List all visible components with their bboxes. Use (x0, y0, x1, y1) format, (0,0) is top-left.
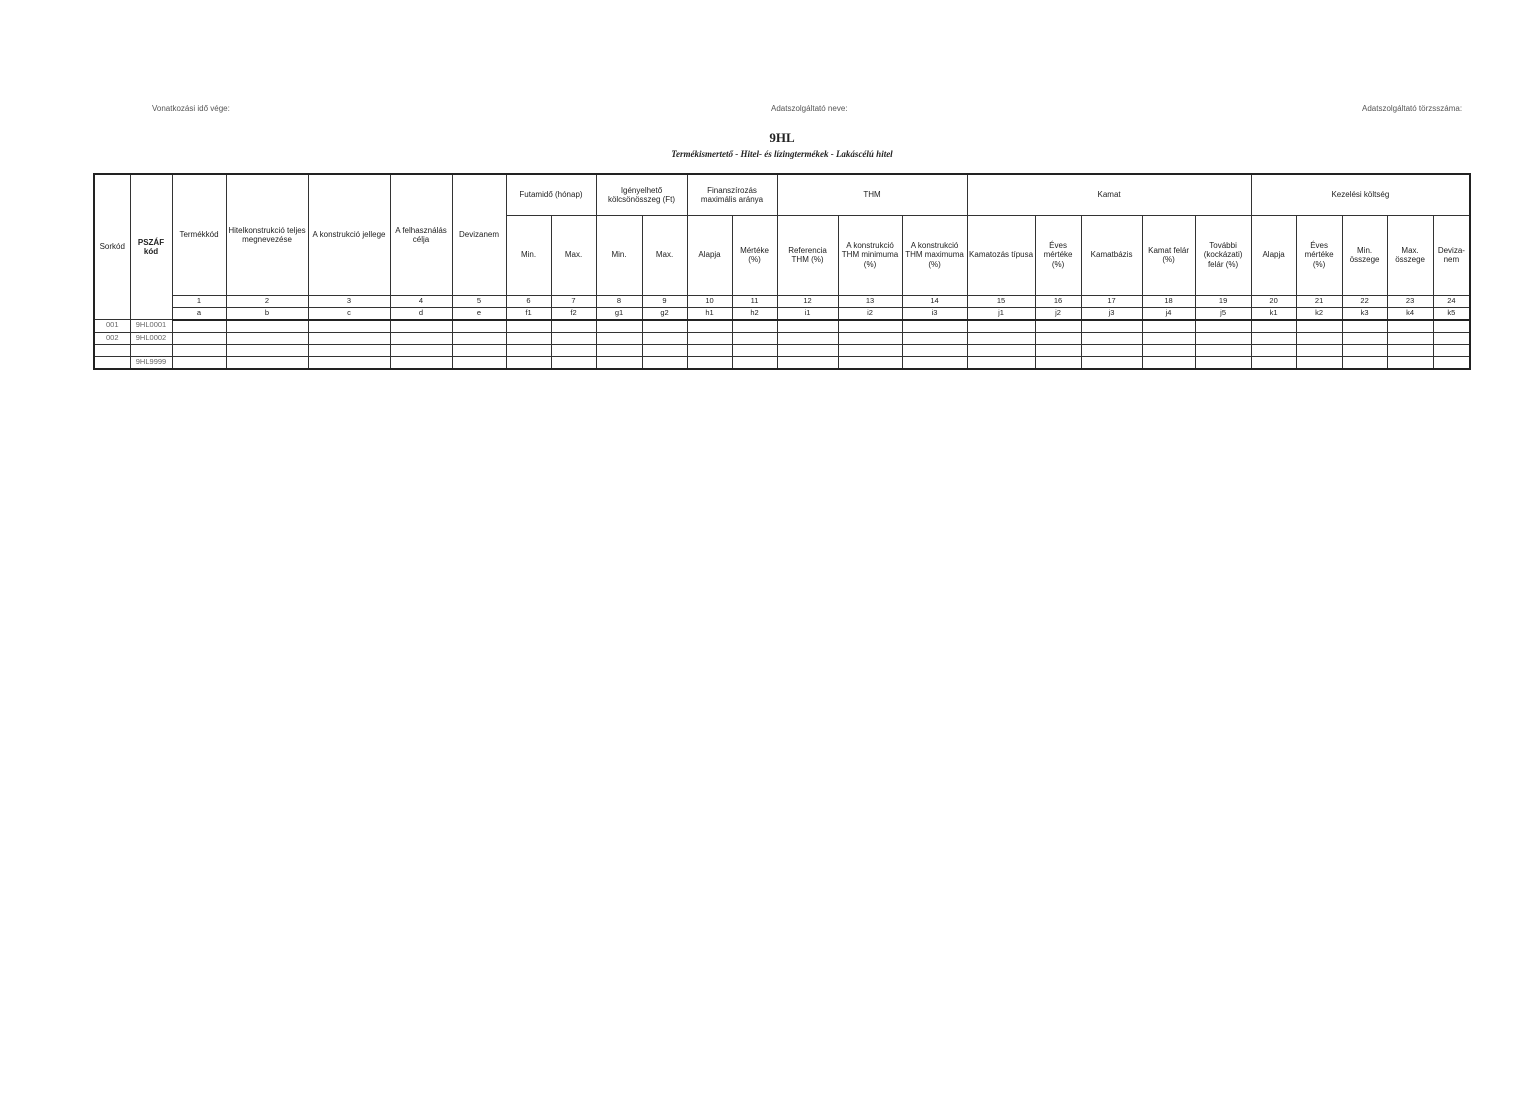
data-cell[interactable] (596, 332, 642, 344)
data-cell[interactable] (1251, 332, 1296, 344)
data-cell[interactable] (596, 320, 642, 333)
column-number: 10 (687, 295, 732, 307)
data-cell[interactable] (390, 356, 452, 369)
data-cell[interactable] (551, 344, 596, 356)
column-letter: d (390, 307, 452, 320)
group-interest: Kamat (967, 174, 1251, 215)
column-number: 6 (506, 295, 551, 307)
sub-amount-max: Max. (642, 215, 687, 295)
data-cell[interactable] (687, 332, 732, 344)
data-cell[interactable] (1342, 344, 1387, 356)
column-number-row (94, 295, 1470, 307)
column-number: 5 (452, 295, 506, 307)
sub-fee-min: Min. összege (1342, 215, 1387, 295)
sub-term-max: Max. (551, 215, 596, 295)
data-cell[interactable] (1251, 320, 1296, 333)
data-cell[interactable] (777, 320, 838, 333)
data-cell[interactable] (1142, 332, 1195, 344)
sub-fee-max: Max. összege (1387, 215, 1433, 295)
data-cell[interactable] (732, 356, 777, 369)
data-cell[interactable] (902, 320, 967, 333)
column-letter: j4 (1142, 307, 1195, 320)
data-cell[interactable] (551, 356, 596, 369)
data-cell[interactable] (1387, 332, 1433, 344)
data-cell[interactable] (838, 332, 902, 344)
data-cell[interactable] (1195, 356, 1251, 369)
data-cell[interactable] (642, 332, 687, 344)
data-cell[interactable] (596, 356, 642, 369)
data-cell[interactable] (838, 320, 902, 333)
data-cell[interactable] (1296, 320, 1342, 333)
table-row (94, 320, 1470, 333)
data-cell[interactable] (838, 344, 902, 356)
data-cell[interactable] (967, 332, 1035, 344)
column-letter: f2 (551, 307, 596, 320)
column-letter: i1 (777, 307, 838, 320)
column-letter: j3 (1081, 307, 1142, 320)
data-cell[interactable] (1251, 356, 1296, 369)
data-cell[interactable] (642, 344, 687, 356)
column-letter: k3 (1342, 307, 1387, 320)
data-cell[interactable] (967, 344, 1035, 356)
data-cell[interactable] (1387, 320, 1433, 333)
column-letter: k4 (1387, 307, 1433, 320)
data-cell[interactable] (226, 320, 308, 333)
column-letter: g1 (596, 307, 642, 320)
data-rows (94, 320, 1470, 369)
data-cell[interactable] (506, 344, 551, 356)
data-cell[interactable] (308, 320, 390, 333)
data-cell[interactable] (226, 344, 308, 356)
column-number: 14 (902, 295, 967, 307)
data-cell[interactable] (777, 344, 838, 356)
sub-amount-min: Min. (596, 215, 642, 295)
table-row (94, 356, 1470, 369)
form-code: 9HL (769, 130, 795, 145)
pszaf-code-cell[interactable] (130, 344, 172, 356)
column-letter: f1 (506, 307, 551, 320)
column-letter: g2 (642, 307, 687, 320)
data-cell[interactable] (967, 320, 1035, 333)
data-cell[interactable] (1296, 344, 1342, 356)
data-cell[interactable] (390, 344, 452, 356)
data-cell[interactable] (1342, 356, 1387, 369)
column-number: 17 (1081, 295, 1142, 307)
column-number: 18 (1142, 295, 1195, 307)
data-cell[interactable] (596, 344, 642, 356)
header-full-name: Hitelkonstrukció teljes megnevezése (226, 174, 308, 295)
column-letter: e (452, 307, 506, 320)
sub-fee-currency: Deviza-nem (1433, 215, 1470, 295)
pszaf-code-cell[interactable]: 9HL0001 (130, 320, 172, 333)
sub-int-margin: Kamat felár (%) (1142, 215, 1195, 295)
data-cell[interactable] (452, 344, 506, 356)
data-cell[interactable] (1433, 356, 1470, 369)
data-cell[interactable] (506, 320, 551, 333)
column-letter: k1 (1251, 307, 1296, 320)
data-cell[interactable] (172, 332, 226, 344)
data-cell[interactable] (732, 332, 777, 344)
group-handling: Kezelési költség (1251, 174, 1470, 215)
data-cell[interactable] (1433, 320, 1470, 333)
column-number: 15 (967, 295, 1035, 307)
column-number: 22 (1342, 295, 1387, 307)
header-row-no: Sorkód (94, 174, 130, 320)
data-cell[interactable] (452, 332, 506, 344)
column-letter: i3 (902, 307, 967, 320)
data-cell[interactable] (642, 320, 687, 333)
data-cell[interactable] (1342, 332, 1387, 344)
column-letter: a (172, 307, 226, 320)
data-cell[interactable] (687, 320, 732, 333)
data-cell[interactable] (967, 356, 1035, 369)
data-cell[interactable] (777, 332, 838, 344)
data-cell[interactable] (1142, 356, 1195, 369)
group-amount: Igényelhető kölcsönösszeg (Ft) (596, 174, 687, 215)
header-nature: A konstrukció jellege (308, 174, 390, 295)
column-number: 24 (1433, 295, 1470, 307)
sub-fin-base: Alapja (687, 215, 732, 295)
column-number: 9 (642, 295, 687, 307)
sub-thm-min: A konstrukció THM minimuma (%) (838, 215, 902, 295)
column-number: 11 (732, 295, 777, 307)
sub-int-annual: Éves mértéke (%) (1035, 215, 1081, 295)
data-cell[interactable] (1387, 356, 1433, 369)
column-number: 7 (551, 295, 596, 307)
data-cell[interactable] (687, 344, 732, 356)
data-cell[interactable] (732, 320, 777, 333)
column-letter: k2 (1296, 307, 1342, 320)
column-letter: i2 (838, 307, 902, 320)
group-financing: Finanszírozás maximális aránya (687, 174, 777, 215)
column-number: 23 (1387, 295, 1433, 307)
data-cell[interactable] (1081, 344, 1142, 356)
data-cell[interactable] (902, 332, 967, 344)
sub-int-type: Kamatozás típusa (967, 215, 1035, 295)
data-cell[interactable] (1296, 332, 1342, 344)
data-cell[interactable] (1081, 332, 1142, 344)
sub-thm-ref: Referencia THM (%) (777, 215, 838, 295)
column-number: 12 (777, 295, 838, 307)
data-cell[interactable] (226, 332, 308, 344)
provider-id-label: Adatszolgáltató törzsszáma: (1362, 104, 1463, 113)
data-cell[interactable] (506, 332, 551, 344)
product-table (93, 173, 1471, 370)
data-cell[interactable] (1035, 332, 1081, 344)
data-cell[interactable] (687, 356, 732, 369)
data-cell[interactable] (172, 320, 226, 333)
group-term: Futamidő (hónap) (506, 174, 596, 215)
column-number: 4 (390, 295, 452, 307)
data-cell[interactable] (1142, 344, 1195, 356)
column-number: 1 (172, 295, 226, 307)
data-cell[interactable] (308, 332, 390, 344)
column-letter: j1 (967, 307, 1035, 320)
group-thm: THM (777, 174, 967, 215)
column-number: 2 (226, 295, 308, 307)
data-cell[interactable] (642, 356, 687, 369)
data-cell[interactable] (551, 332, 596, 344)
data-cell[interactable] (1387, 344, 1433, 356)
data-cell[interactable] (902, 356, 967, 369)
data-cell[interactable] (1081, 320, 1142, 333)
data-cell[interactable] (1433, 344, 1470, 356)
data-cell[interactable] (1296, 356, 1342, 369)
data-cell[interactable] (172, 356, 226, 369)
form-title: Termékismertető - Hitel- és lízingtermékek - Lakáscélú hitel (671, 149, 893, 159)
data-cell[interactable] (308, 344, 390, 356)
pszaf-code-cell[interactable]: 9HL0002 (130, 332, 172, 344)
column-number: 3 (308, 295, 390, 307)
data-cell[interactable] (452, 356, 506, 369)
data-cell[interactable] (390, 332, 452, 344)
data-cell[interactable] (226, 356, 308, 369)
data-cell[interactable] (1195, 344, 1251, 356)
data-cell[interactable] (1142, 320, 1195, 333)
column-letter: h2 (732, 307, 777, 320)
table-row (94, 332, 1470, 344)
sub-term-min: Min. (506, 215, 551, 295)
column-number: 21 (1296, 295, 1342, 307)
table-row (94, 344, 1470, 356)
data-cell[interactable] (1035, 320, 1081, 333)
data-cell[interactable] (452, 320, 506, 333)
column-letter: c (308, 307, 390, 320)
row-number-cell[interactable]: 002 (94, 332, 130, 344)
data-cell[interactable] (1195, 332, 1251, 344)
data-cell[interactable] (1195, 320, 1251, 333)
data-cell[interactable] (1035, 356, 1081, 369)
column-letter: b (226, 307, 308, 320)
row-number-cell[interactable] (94, 356, 130, 369)
data-cell[interactable] (551, 320, 596, 333)
column-letter: j5 (1195, 307, 1251, 320)
data-cell[interactable] (1251, 344, 1296, 356)
row-number-cell[interactable] (94, 344, 130, 356)
header-currency: Devizanem (452, 174, 506, 295)
column-letter: j2 (1035, 307, 1081, 320)
column-number: 20 (1251, 295, 1296, 307)
data-cell[interactable] (308, 356, 390, 369)
sub-int-risk: További (kockázati) felár (%) (1195, 215, 1251, 295)
sub-int-base: Kamatbázis (1081, 215, 1142, 295)
column-letter-row (94, 307, 1470, 320)
column-number: 16 (1035, 295, 1081, 307)
reporting-period-label: Vonatkozási idő vége: (152, 104, 230, 113)
sub-fin-rate: Mértéke (%) (732, 215, 777, 295)
header-product-code: Termékkód (172, 174, 226, 295)
data-cell[interactable] (1081, 356, 1142, 369)
data-cell[interactable] (777, 356, 838, 369)
column-letter: k5 (1433, 307, 1470, 320)
sub-fee-base: Alapja (1251, 215, 1296, 295)
header-pszaf: PSZÁF kód (130, 174, 172, 320)
data-cell[interactable] (506, 356, 551, 369)
sub-fee-annual: Éves mértéke (%) (1296, 215, 1342, 295)
data-cell[interactable] (902, 344, 967, 356)
data-cell[interactable] (172, 344, 226, 356)
row-number-cell[interactable]: 001 (94, 320, 130, 333)
column-number: 13 (838, 295, 902, 307)
sub-thm-max: A konstrukció THM maximuma (%) (902, 215, 967, 295)
column-number: 8 (596, 295, 642, 307)
data-cell[interactable] (1035, 344, 1081, 356)
column-letter: h1 (687, 307, 732, 320)
data-cell[interactable] (838, 356, 902, 369)
column-number: 19 (1195, 295, 1251, 307)
data-cell[interactable] (732, 344, 777, 356)
pszaf-code-cell[interactable]: 9HL9999 (130, 356, 172, 369)
header-purpose: A felhasználás célja (390, 174, 452, 295)
provider-name-label: Adatszolgáltató neve: (771, 104, 848, 113)
data-cell[interactable] (1433, 332, 1470, 344)
data-cell[interactable] (390, 320, 452, 333)
data-cell[interactable] (1342, 320, 1387, 333)
